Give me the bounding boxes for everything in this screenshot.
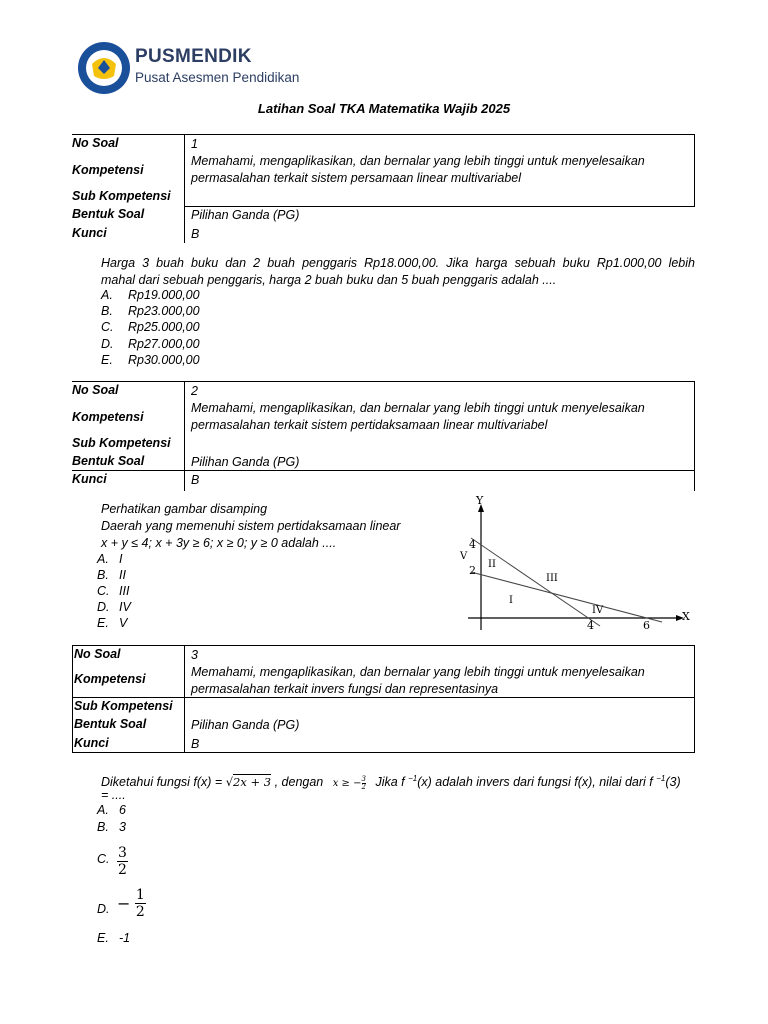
label-no-soal: No Soal [72, 136, 119, 150]
region-label: I [509, 595, 513, 606]
q1-kunci: B [191, 227, 200, 241]
q1-option-text: Rp19.000,00 [128, 288, 200, 302]
q2-no: 2 [191, 384, 198, 398]
q3-kunci: B [191, 737, 200, 751]
line-x-plus-3y-6 [471, 572, 662, 622]
label-bentuk-soal: Bentuk Soal [74, 717, 147, 731]
q3-option-fraction: $\frac{3}{2}$ [118, 845, 127, 878]
q2-option-text: V [119, 616, 128, 630]
document-title: Latihan Soal TKA Matematika Wajib 2025 [257, 101, 511, 116]
label-bentuk-soal: Bentuk Soal [72, 454, 145, 468]
q1-option-text: Rp25.000,00 [128, 320, 200, 334]
q1-option-letter: B. [101, 304, 113, 318]
q2-stem: Perhatikan gambar disamping Daerah yang memenuhi sistem pertidaksamaan linear x + y ≤ 4; x + 3y ≥ 6; x ≥ 0; y ≥ 0 adalah .... [101, 502, 401, 550]
q1-stem: Harga 3 buah buku dan 2 buah penggaris Rp18.000,00. Jika harga sebuah buku Rp1.000,00 lebih mahal dari sebuah penggaris, harga 2 buah buku dan 5 buah penggaris adalah .... [101, 256, 695, 287]
q3-meta-table [72, 645, 695, 753]
q3-option-text: -1 [119, 931, 131, 945]
sqrt-expression: √2x + 3 [225, 775, 272, 790]
label-sub-kompetensi: Sub Kompetensi [72, 436, 171, 450]
q1-meta-table [72, 134, 695, 243]
label-no-soal: No Soal [74, 647, 121, 661]
q2-option-letter: A. [97, 552, 109, 566]
q2-bentuk: Pilihan Ganda (PG) [191, 455, 300, 469]
q1-bentuk: Pilihan Ganda (PG) [191, 208, 300, 222]
q1-option-letter: E. [101, 353, 113, 367]
label-kompetensi: Kompetensi [72, 163, 144, 177]
label-no-soal: No Soal [72, 383, 119, 397]
label-kunci: Kunci [72, 226, 107, 240]
q3-option-letter: A. [97, 803, 109, 817]
tick-y-4: 4 [469, 538, 476, 551]
q2-option-letter: C. [97, 584, 110, 598]
tick-y-2: 2 [469, 564, 476, 577]
label-kompetensi: Kompetensi [72, 410, 144, 424]
axis-label-x: X [682, 610, 690, 623]
label-sub-kompetensi: Sub Kompetensi [74, 699, 173, 713]
q1-option-letter: A. [101, 288, 113, 302]
q3-stem-end: = .... [101, 788, 126, 802]
q1-kompetensi: Memahami, mengaplikasikan, dan bernalar yang lebih tinggi untuk menyelesaikan permasalahan terkait sistem persamaan linear multivariabel [191, 154, 645, 185]
q2-kunci: B [191, 473, 200, 487]
label-kompetensi: Kompetensi [74, 672, 146, 686]
q3-option-text: 3 [119, 820, 126, 834]
pusmendik-emblem-icon [78, 42, 130, 94]
label-sub-kompetensi: Sub Kompetensi [72, 189, 171, 203]
q3-option-letter: B. [97, 820, 109, 834]
q2-option-letter: B. [97, 568, 109, 582]
q3-option-fraction: − $\frac{1}{2}$ [117, 887, 145, 920]
q2-graph [450, 492, 696, 632]
label-bentuk-soal: Bentuk Soal [72, 207, 145, 221]
label-kunci: Kunci [74, 736, 109, 750]
q3-option-letter: E. [97, 931, 109, 945]
q1-option-text: Rp23.000,00 [128, 304, 200, 318]
line-x-plus-y-4 [471, 538, 600, 626]
q2-option-text: IV [119, 600, 131, 614]
axis-label-y: Y [476, 494, 484, 507]
q3-kompetensi: Memahami, mengaplikasikan, dan bernalar yang lebih tinggi untuk menyelesaikan permasalahan terkait invers fungsi dan representasinya [191, 665, 645, 696]
q2-option-letter: E. [97, 616, 109, 630]
q2-kompetensi: Memahami, mengaplikasikan, dan bernalar yang lebih tinggi untuk menyelesaikan permasalahan terkait sistem pertidaksamaan linear multivariabel [191, 401, 645, 432]
brand-name: PUSMENDIK [135, 46, 252, 67]
q3-no: 3 [191, 648, 198, 662]
q1-option-letter: D. [101, 337, 114, 351]
domain-condition: x ≥ − $\frac{3}{2}$ [332, 775, 366, 792]
q2-meta-table [72, 381, 695, 491]
q3-option-letter: C. [97, 852, 110, 866]
region-label: III [546, 573, 558, 584]
tick-x-6: 6 [643, 619, 650, 632]
q3-stem: Diketahui fungsi f(x) = √2x + 3 , dengan x ≥ − $\frac{3}{2}$ Jika f $^{-1}$(x) adalah invers dari fungsi f(x), nilai dari f $^{-1}$(3) [101, 774, 681, 792]
region-label: II [488, 559, 496, 570]
q2-option-letter: D. [97, 600, 110, 614]
q2-option-text: III [119, 584, 130, 598]
tick-x-4: 4 [587, 619, 594, 632]
brand-subtitle: Pusat Asesmen Pendidikan [135, 70, 300, 85]
q2-option-text: II [119, 568, 126, 582]
region-label: V [460, 551, 468, 562]
q1-option-text: Rp30.000,00 [128, 353, 200, 367]
q3-option-text: 6 [119, 803, 126, 817]
q1-option-letter: C. [101, 320, 114, 334]
q3-bentuk: Pilihan Ganda (PG) [191, 718, 300, 732]
q3-option-letter: D. [97, 902, 110, 916]
q2-option-text: I [119, 552, 123, 566]
header-logo [78, 40, 338, 94]
region-label: IV [592, 605, 604, 616]
q1-no: 1 [191, 137, 198, 151]
q1-option-text: Rp27.000,00 [128, 337, 200, 351]
label-kunci: Kunci [72, 472, 107, 486]
